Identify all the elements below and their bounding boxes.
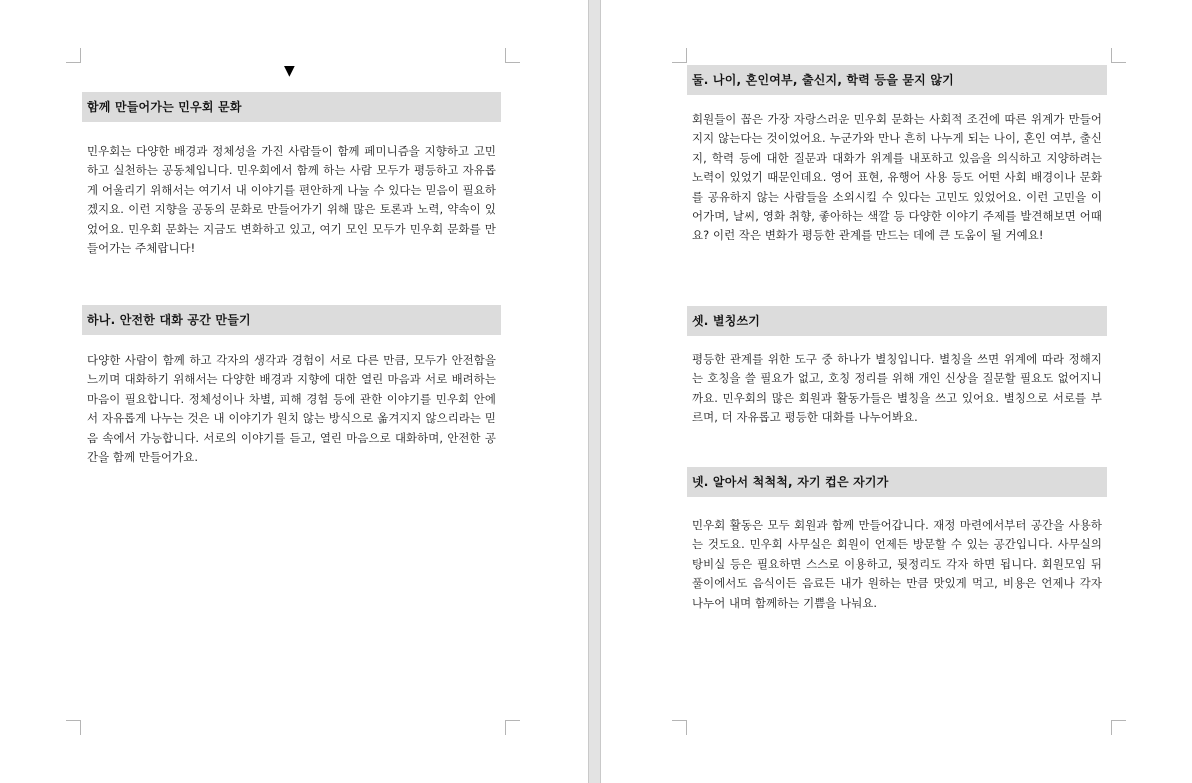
right-page	[601, 0, 1192, 783]
section-body: 회원들이 꼽은 가장 자랑스러운 민우회 문화는 사회적 조건에 따른 위계가 만들어지지 않는다는 것이었어요. 누군가와 만나 흔히 나누게 되는 나이, 혼인 여부, 출신지, 학력 등에 대한 질문과 대화가 위계를 내포하고 있음을 의식하고 지양하려는 노력이 있었기 때문인데요. 영어 표현, 유행어 사용 등도 어떤 사회 배경이나 문화를 공유하지 않는 사람들을 소외시킬 수 있다는 고민도 있었어요. 이런 고민을 이어가며, 날씨, 영화 취향, 좋아하는 색깔 등 다양한 이야기 주제를 발견해보면 어때요? 이런 작은 변화가 평등한 관계를 만드는 데에 큰 도움이 될 거예요!	[692, 112, 1102, 243]
section-heading: 셋. 별칭쓰기	[687, 306, 1107, 336]
left-page	[0, 0, 588, 783]
crop-mark-bottom-left	[672, 720, 687, 735]
crop-mark-bottom-left	[66, 720, 81, 735]
crop-mark-top-left	[66, 48, 81, 63]
cursor-marker-icon: ▼	[284, 63, 295, 79]
section-heading: 둘. 나이, 혼인여부, 출신지, 학력 등을 묻지 않기	[687, 65, 1107, 95]
section-body: 평등한 관계를 위한 도구 중 하나가 별칭입니다. 별칭을 쓰면 위계에 따라 정해지는 호칭을 쓸 필요가 없고, 호칭 정리를 위해 개인 신상을 질문할 필요도 없어지니까요. 민우회의 많은 회원과 활동가들은 별칭을 쓰고 있어요. 별칭으로 서로를 부르며, 더 자유롭고 평등한 대화를 나누어봐요.	[692, 352, 1102, 425]
crop-mark-bottom-right	[505, 720, 520, 735]
section-heading: 함께 만들어가는 민우회 문화	[82, 92, 501, 122]
section-body: 다양한 사람이 함께 하고 각자의 생각과 경험이 서로 다른 만큼, 모두가 안전함을 느끼며 대화하기 위해서는 다양한 배경과 지향에 대한 열린 마음과 서로 배려하는 마음이 필요합니다. 정체성이나 차별, 피해 경험 등에 관한 이야기를 민우회 안에서 자유롭게 나누는 것은 내 이야기가 원치 않는 방식으로 옮겨지지 않으리라는 믿음 속에서 가능합니다. 서로의 이야기를 듣고, 열린 마음으로 대화하며, 안전한 공간을 함께 만들어가요.	[87, 353, 496, 465]
section-body: 민우회는 다양한 배경과 정체성을 가진 사람들이 함께 페미니즘을 지향하고 고민하고 실천하는 공동체입니다. 민우회에서 함께 하는 사람 모두가 평등하고 자유롭게 어울리기 위해서는 여기서 내 이야기를 편안하게 나눌 수 있다는 믿음이 필요하겠지요. 이런 지향을 공동의 문화로 만들어가기 위해 많은 토론과 노력, 약속이 있었어요. 민우회 문화는 지금도 변화하고 있고, 여기 모인 모두가 민우회 문화를 만들어가는 주체랍니다!	[87, 144, 496, 256]
section-heading: 넷. 알아서 척척척, 자기 컵은 자기가	[687, 467, 1107, 497]
crop-mark-bottom-right	[1111, 720, 1126, 735]
section-body: 민우회 활동은 모두 회원과 함께 만들어갑니다. 재정 마련에서부터 공간을 사용하는 것도요. 민우회 사무실은 회원이 언제든 방문할 수 있는 공간입니다. 사무실의 탕비실 등은 필요하면 스스로 이용하고, 뒷정리도 각자 하면 됩니다. 회원모임 뒤풀이에서도 음식이든 음료든 내가 원하는 만큼 맛있게 먹고, 비용은 언제나 각자 나누어 내며 함께하는 기쁨을 나눠요.	[692, 518, 1102, 610]
crop-mark-top-right	[505, 48, 520, 63]
section-heading: 하나. 안전한 대화 공간 만들기	[82, 305, 501, 335]
page-gutter	[588, 0, 601, 783]
crop-mark-top-left	[672, 48, 687, 63]
crop-mark-top-right	[1111, 48, 1126, 63]
